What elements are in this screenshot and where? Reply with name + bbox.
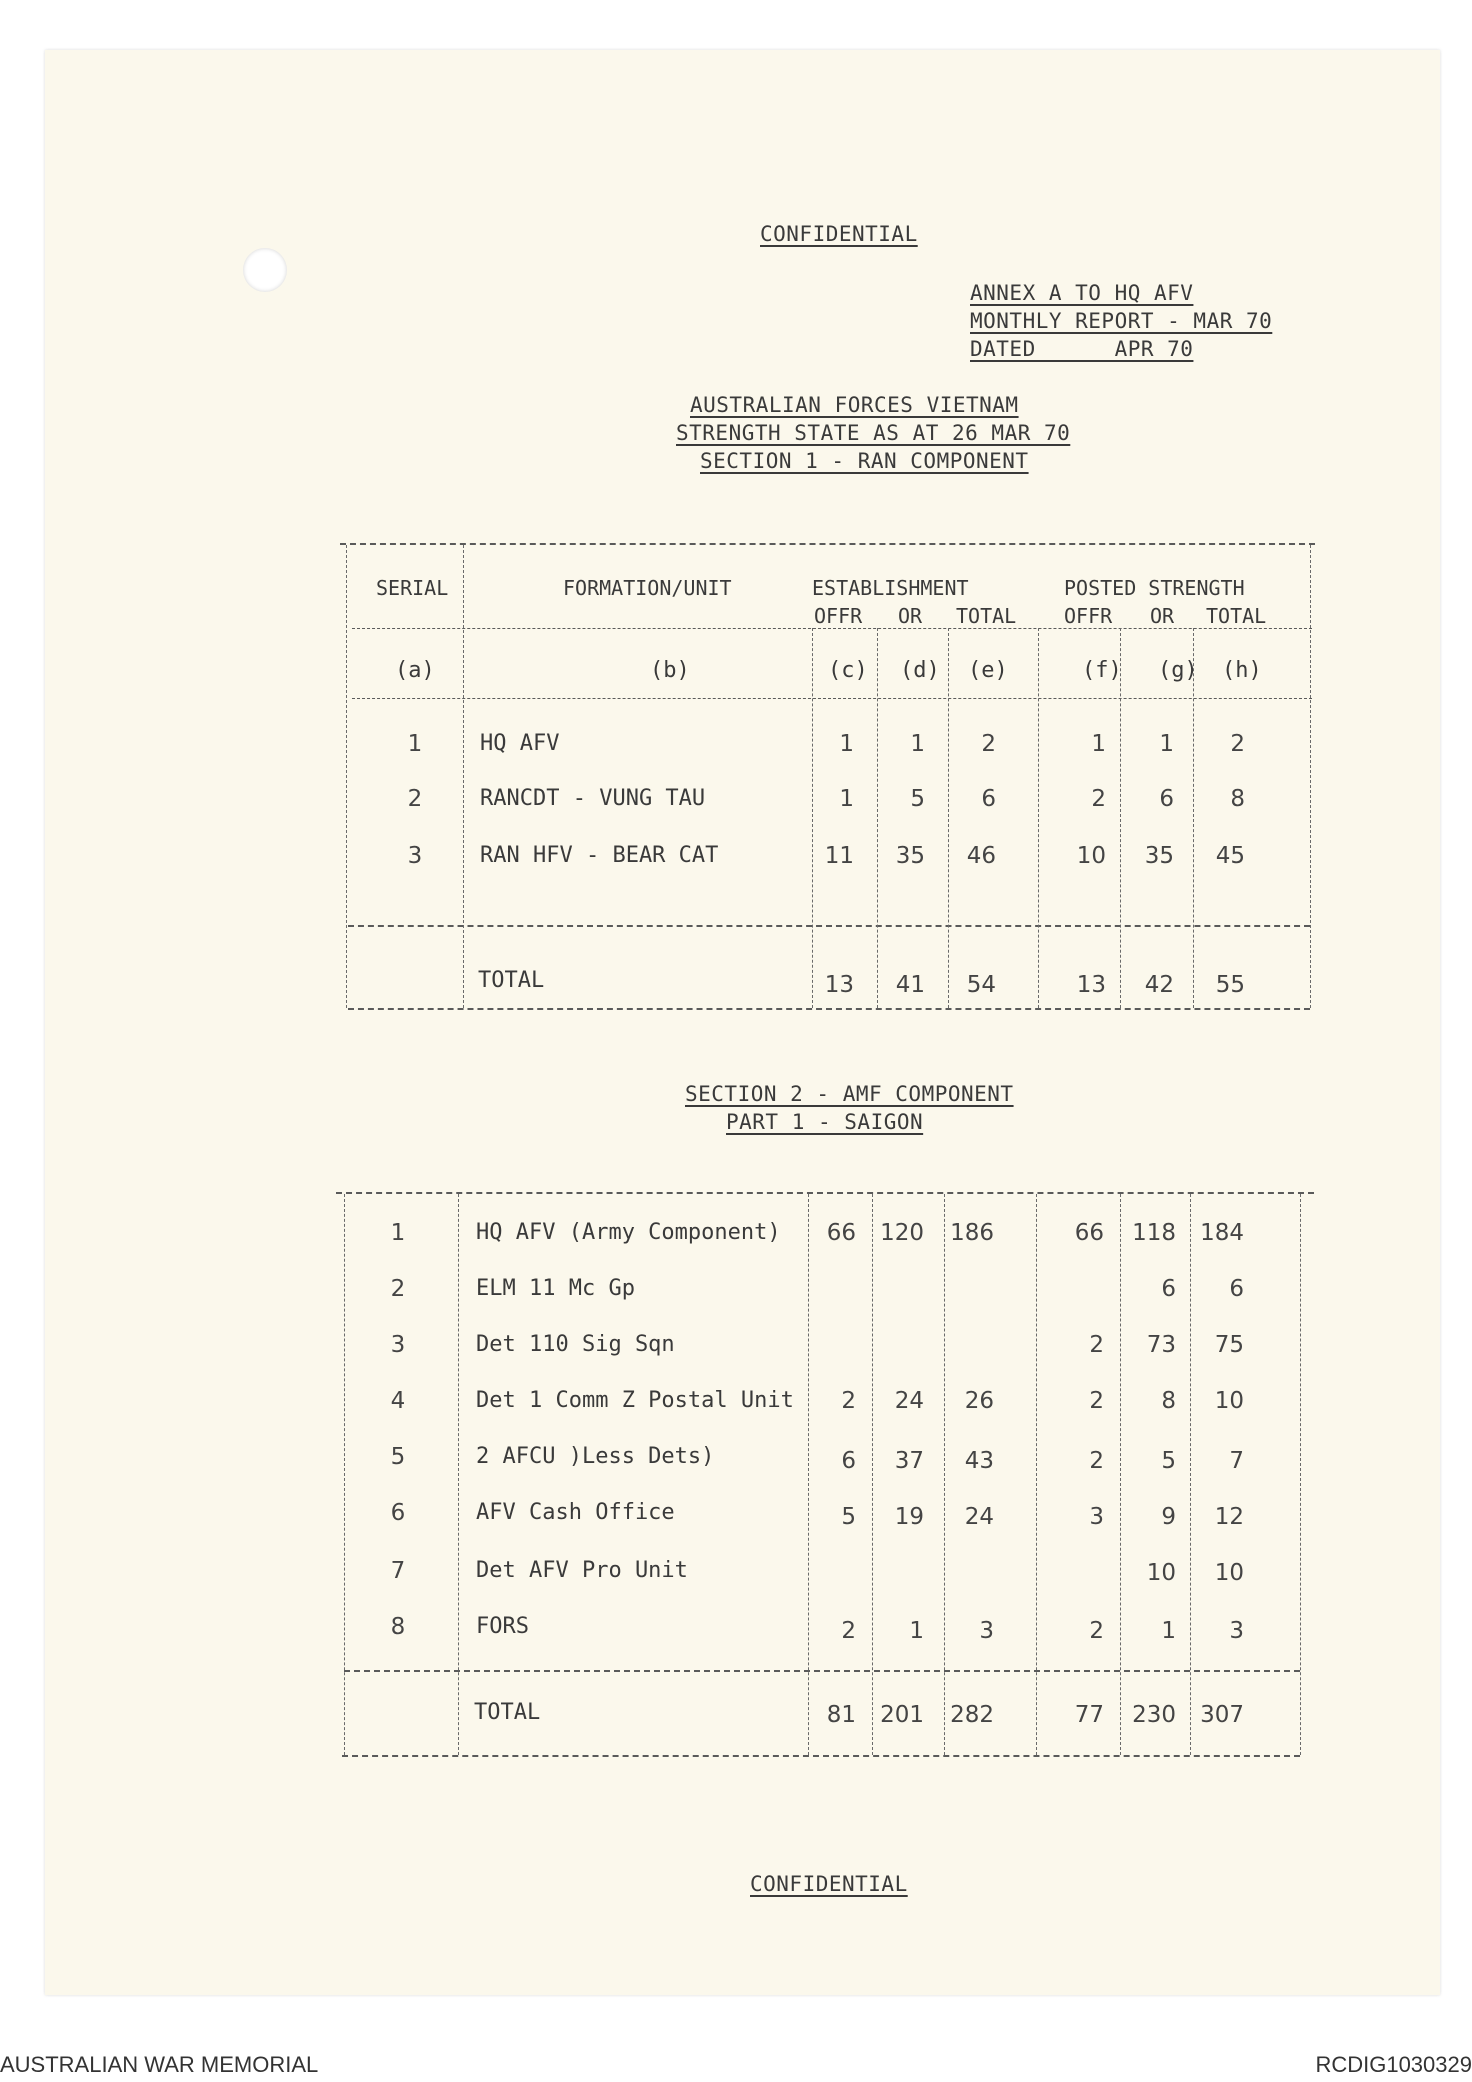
punch-hole [243, 248, 287, 292]
unit-cell: FORS [476, 1614, 529, 1639]
offr-cell: 5 [841, 1504, 856, 1530]
or-cell: 10 [1146, 1560, 1176, 1586]
classification-top: CONFIDENTIAL [760, 222, 918, 246]
section-title-line: PART 1 - SAIGON [726, 1110, 924, 1134]
offr-cell: 1 [839, 786, 854, 812]
or-cell: 41 [895, 972, 925, 998]
total-cell: 43 [964, 1448, 994, 1474]
archive-footer-left: AUSTRALIAN WAR MEMORIAL [0, 2052, 319, 2077]
column-letter: (a) [395, 658, 435, 683]
offr-cell: 11 [824, 843, 854, 869]
serial-cell: 3 [390, 1332, 406, 1358]
annex-line: DATED APR 70 [970, 337, 1194, 361]
serial-cell: 5 [390, 1444, 406, 1470]
total-cell: 184 [1200, 1220, 1244, 1246]
offr-cell: 3 [1089, 1504, 1104, 1530]
serial-cell: 4 [390, 1388, 406, 1414]
or-cell: 9 [1161, 1504, 1176, 1530]
serial-cell: 1 [407, 731, 423, 757]
offr-cell: 2 [1089, 1332, 1104, 1358]
or-cell: 6 [1161, 1276, 1176, 1302]
or-cell: 5 [1161, 1448, 1176, 1474]
total-cell: 6 [981, 786, 996, 812]
or-cell: 1 [909, 1618, 924, 1644]
or-cell: 8 [1161, 1388, 1176, 1414]
unit-cell: HQ AFV (Army Component) [476, 1220, 781, 1245]
total-cell: 26 [964, 1388, 994, 1414]
column-letter: (b) [650, 658, 690, 683]
total-cell: 24 [964, 1504, 994, 1530]
unit-cell: 2 AFCU )Less Dets) [476, 1444, 715, 1469]
serial-cell: 7 [390, 1558, 406, 1584]
total-cell: 45 [1215, 843, 1245, 869]
serial-cell: 3 [407, 843, 423, 869]
offr-cell: 81 [826, 1702, 856, 1728]
offr-cell: 1 [839, 731, 854, 757]
offr-cell: 66 [1074, 1220, 1104, 1246]
header-establishment: ESTABLISHMENT [812, 576, 969, 600]
total-cell: 7 [1229, 1448, 1244, 1474]
unit-cell: RANCDT - VUNG TAU [480, 786, 706, 811]
offr-cell: 2 [1089, 1618, 1104, 1644]
or-cell: 201 [880, 1702, 924, 1728]
unit-cell: RAN HFV - BEAR CAT [480, 843, 719, 868]
or-cell: 118 [1132, 1220, 1176, 1246]
or-cell: 1 [1161, 1618, 1176, 1644]
or-cell: 1 [1159, 731, 1174, 757]
archive-footer-right: RCDIG1030329 [1315, 2052, 1472, 2077]
offr-cell: 2 [1091, 786, 1106, 812]
total-cell: 12 [1214, 1504, 1244, 1530]
or-cell: 35 [895, 843, 925, 869]
header-offr: OFFR [1064, 604, 1113, 628]
total-cell: 75 [1214, 1332, 1244, 1358]
total-cell: 3 [1229, 1618, 1244, 1644]
serial-cell: 2 [407, 786, 423, 812]
section-title-line: SECTION 2 - AMF COMPONENT [685, 1082, 1014, 1106]
total-cell: 2 [981, 731, 996, 757]
unit-cell: HQ AFV [480, 731, 560, 756]
or-cell: 230 [1132, 1702, 1176, 1728]
column-letter: (h) [1222, 658, 1262, 683]
offr-cell: 10 [1076, 843, 1106, 869]
or-cell: 73 [1146, 1332, 1176, 1358]
or-cell: 5 [910, 786, 925, 812]
unit-cell: Det AFV Pro Unit [476, 1558, 688, 1583]
total-label: TOTAL [474, 1700, 541, 1725]
total-label: TOTAL [478, 968, 545, 993]
offr-cell: 13 [1076, 972, 1106, 998]
offr-cell: 2 [1089, 1448, 1104, 1474]
total-cell: 307 [1200, 1702, 1244, 1728]
offr-cell: 6 [841, 1448, 856, 1474]
offr-cell: 2 [1089, 1388, 1104, 1414]
column-letter: (d) [900, 658, 940, 683]
header-formation: FORMATION/UNIT [563, 576, 732, 600]
header-or: OR [1150, 604, 1175, 628]
title-line: AUSTRALIAN FORCES VIETNAM [690, 393, 1019, 417]
or-cell: 37 [894, 1448, 924, 1474]
serial-cell: 6 [390, 1500, 406, 1526]
total-cell: 3 [979, 1618, 994, 1644]
column-letter: (e) [968, 658, 1008, 683]
header-or: OR [898, 604, 923, 628]
or-cell: 19 [894, 1504, 924, 1530]
classification-bottom: CONFIDENTIAL [750, 1872, 908, 1896]
header-total: TOTAL [956, 604, 1017, 628]
total-cell: 10 [1214, 1560, 1244, 1586]
offr-cell: 2 [841, 1618, 856, 1644]
offr-cell: 2 [841, 1388, 856, 1414]
total-cell: 6 [1229, 1276, 1244, 1302]
total-cell: 8 [1230, 786, 1245, 812]
serial-cell: 2 [390, 1276, 406, 1302]
annex-line: MONTHLY REPORT - MAR 70 [970, 309, 1273, 333]
total-cell: 55 [1215, 972, 1245, 998]
offr-cell: 77 [1074, 1702, 1104, 1728]
or-cell: 1 [910, 731, 925, 757]
total-cell: 10 [1214, 1388, 1244, 1414]
header-serial: SERIAL [376, 576, 449, 600]
unit-cell: Det 110 Sig Sqn [476, 1332, 675, 1357]
header-posted-strength: POSTED STRENGTH [1064, 576, 1245, 600]
title-line: STRENGTH STATE AS AT 26 MAR 70 [676, 421, 1071, 445]
column-letter: (c) [828, 658, 868, 683]
total-cell: 186 [950, 1220, 994, 1246]
or-cell: 35 [1144, 843, 1174, 869]
unit-cell: Det 1 Comm Z Postal Unit [476, 1388, 794, 1413]
offr-cell: 13 [824, 972, 854, 998]
title-line: SECTION 1 - RAN COMPONENT [700, 449, 1029, 473]
or-cell: 6 [1159, 786, 1174, 812]
total-cell: 46 [966, 843, 996, 869]
or-cell: 24 [894, 1388, 924, 1414]
column-letter: (g) [1158, 658, 1198, 683]
header-offr: OFFR [814, 604, 863, 628]
header-total: TOTAL [1206, 604, 1267, 628]
total-cell: 54 [966, 972, 996, 998]
or-cell: 120 [880, 1220, 924, 1246]
annex-line: ANNEX A TO HQ AFV [970, 281, 1194, 305]
total-cell: 282 [950, 1702, 994, 1728]
serial-cell: 8 [390, 1614, 406, 1640]
offr-cell: 66 [826, 1220, 856, 1246]
offr-cell: 1 [1091, 731, 1106, 757]
unit-cell: ELM 11 Mc Gp [476, 1276, 635, 1301]
serial-cell: 1 [390, 1220, 406, 1246]
or-cell: 42 [1144, 972, 1174, 998]
unit-cell: AFV Cash Office [476, 1500, 675, 1525]
column-letter: (f) [1082, 658, 1122, 683]
total-cell: 2 [1230, 731, 1245, 757]
